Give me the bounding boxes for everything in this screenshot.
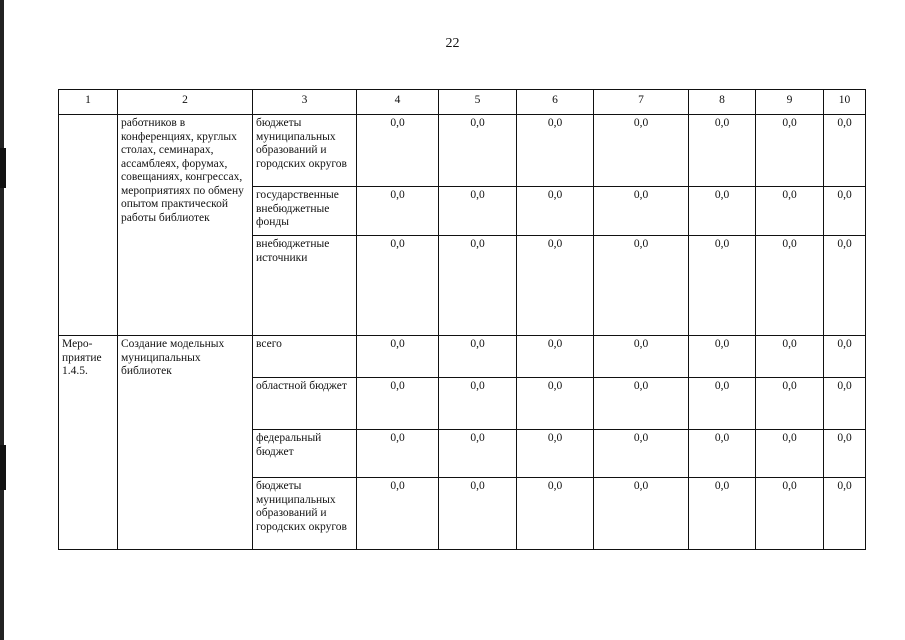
header-row bbox=[59, 90, 866, 115]
value-cell: 0,0 bbox=[357, 336, 439, 378]
value-cell: 0,0 bbox=[824, 115, 866, 187]
value-cell: 0,0 bbox=[357, 187, 439, 236]
value-cell: 0,0 bbox=[689, 478, 756, 550]
activity-code-cell bbox=[59, 115, 118, 336]
value-cell: 0,0 bbox=[594, 115, 689, 187]
header-cell: 9 bbox=[756, 90, 824, 115]
header-cell: 6 bbox=[517, 90, 594, 115]
activity-description: Создание модельных муниципальных библиотек bbox=[118, 336, 253, 550]
header-cell: 10 bbox=[824, 90, 866, 115]
value-cell: 0,0 bbox=[357, 478, 439, 550]
value-cell: 0,0 bbox=[517, 430, 594, 478]
value-cell: 0,0 bbox=[594, 187, 689, 236]
value-cell: 0,0 bbox=[756, 236, 824, 336]
funding-source: областной бюджет bbox=[253, 378, 357, 430]
value-cell: 0,0 bbox=[689, 236, 756, 336]
header-cell: 3 bbox=[253, 90, 357, 115]
value-cell: 0,0 bbox=[756, 336, 824, 378]
value-cell: 0,0 bbox=[517, 115, 594, 187]
header-cell: 8 bbox=[689, 90, 756, 115]
value-cell: 0,0 bbox=[439, 378, 517, 430]
value-cell: 0,0 bbox=[517, 236, 594, 336]
header-cell: 4 bbox=[357, 90, 439, 115]
value-cell: 0,0 bbox=[357, 430, 439, 478]
value-cell: 0,0 bbox=[689, 378, 756, 430]
value-cell: 0,0 bbox=[824, 336, 866, 378]
funding-source: бюджеты муниципальных образований и городских округов bbox=[253, 115, 357, 187]
activity-description: работников в конференциях, круглых столах, семинарах, ассамблеях, форумах, совещаниях, конгрессах, мероприятиях по обмену опытом практической работы библиотек bbox=[118, 115, 253, 336]
activity-code: Меро-приятие 1.4.5. bbox=[59, 336, 118, 550]
value-cell: 0,0 bbox=[824, 187, 866, 236]
value-cell: 0,0 bbox=[824, 236, 866, 336]
funding-source: всего bbox=[253, 336, 357, 378]
table-row bbox=[59, 115, 866, 187]
value-cell: 0,0 bbox=[439, 478, 517, 550]
funding-source: внебюджетные источники bbox=[253, 236, 357, 336]
header-cell: 1 bbox=[59, 90, 118, 115]
page-number: 22 bbox=[445, 36, 460, 51]
value-cell: 0,0 bbox=[439, 236, 517, 336]
funding-source: государственные внебюджетные фонды bbox=[253, 187, 357, 236]
value-cell: 0,0 bbox=[439, 115, 517, 187]
value-cell: 0,0 bbox=[594, 430, 689, 478]
header-cell: 2 bbox=[118, 90, 253, 115]
value-cell: 0,0 bbox=[357, 115, 439, 187]
value-cell: 0,0 bbox=[824, 430, 866, 478]
value-cell: 0,0 bbox=[689, 336, 756, 378]
value-cell: 0,0 bbox=[594, 236, 689, 336]
value-cell: 0,0 bbox=[756, 478, 824, 550]
value-cell: 0,0 bbox=[517, 478, 594, 550]
scan-mark bbox=[0, 148, 6, 188]
value-cell: 0,0 bbox=[594, 478, 689, 550]
value-cell: 0,0 bbox=[756, 378, 824, 430]
funding-source: бюджеты муниципальных образований и городских округов bbox=[253, 478, 357, 550]
value-cell: 0,0 bbox=[594, 378, 689, 430]
value-cell: 0,0 bbox=[689, 187, 756, 236]
value-cell: 0,0 bbox=[824, 378, 866, 430]
value-cell: 0,0 bbox=[517, 187, 594, 236]
value-cell: 0,0 bbox=[357, 378, 439, 430]
value-cell: 0,0 bbox=[439, 187, 517, 236]
value-cell: 0,0 bbox=[756, 187, 824, 236]
value-cell: 0,0 bbox=[594, 336, 689, 378]
funding-source: федеральный бюджет bbox=[253, 430, 357, 478]
header-cell: 5 bbox=[439, 90, 517, 115]
value-cell: 0,0 bbox=[357, 236, 439, 336]
value-cell: 0,0 bbox=[756, 115, 824, 187]
header-cell: 7 bbox=[594, 90, 689, 115]
scan-mark bbox=[0, 445, 6, 490]
table-row bbox=[59, 336, 866, 378]
value-cell: 0,0 bbox=[439, 430, 517, 478]
value-cell: 0,0 bbox=[689, 430, 756, 478]
value-cell: 0,0 bbox=[517, 336, 594, 378]
value-cell: 0,0 bbox=[824, 478, 866, 550]
budget-table bbox=[58, 89, 866, 550]
value-cell: 0,0 bbox=[756, 430, 824, 478]
value-cell: 0,0 bbox=[439, 336, 517, 378]
value-cell: 0,0 bbox=[517, 378, 594, 430]
value-cell: 0,0 bbox=[689, 115, 756, 187]
scan-left-edge bbox=[0, 0, 4, 640]
